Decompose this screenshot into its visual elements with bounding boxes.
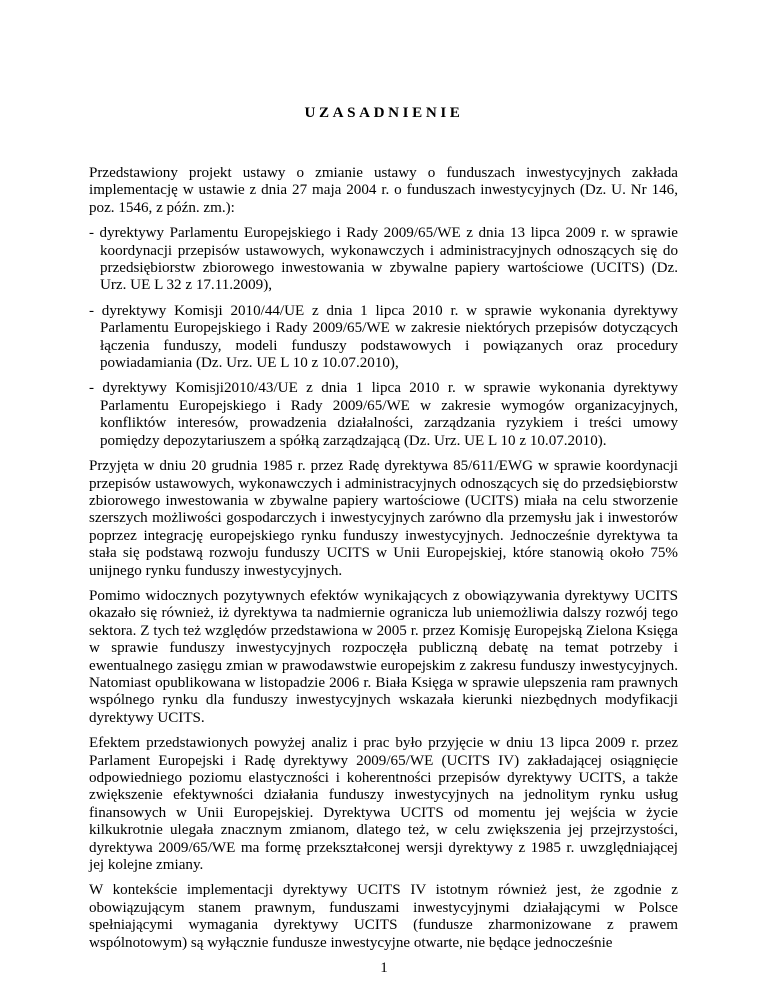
- document-body: [89, 165, 678, 960]
- paragraph: Pomimo widocznych pozytywnych efektów wynikających z obowiązywania dyrektywy UCITS okazało się również, iż dyrektywa ta nadmiernie ogranicza lub uniemożliwia dalszy rozwój tego sektora. Z tych też względów przedstawiona w 2005 r. przez Komisję Europejską Zielona Księga w sprawie funduszy inwestycyjnych rozpoczęła publiczną debatę na temat potrzeby i ewentualnego zasięgu zmian w prawodawstwie europejskim z zakresu funduszy inwestycyjnych. Natomiast opublikowana w listopadzie 2006 r. Biała Księga w sprawie ulepszenia ram prawnych wspólnego rynku dla funduszy inwestycyjnych wskazała kierunki niezbędnych modyfikacji dyrektywy UCITS.: [89, 587, 678, 726]
- page-number: 1: [380, 960, 388, 976]
- list-item: - dyrektywy Komisji2010/43/UE z dnia 1 lipca 2010 r. w sprawie wykonania dyrektywy Parlamentu Europejskiego i Rady 2009/65/WE w zakresie wymogów organizacyjnych, konfliktów interesów, prowadzenia działalności, zarządzania ryzykiem i treści umowy pomiędzy depozytariuszem a spółką zarządzającą (Dz. Urz. UE L 10 z 10.07.2010).: [89, 380, 678, 449]
- list-item: - dyrektywy Parlamentu Europejskiego i Rady 2009/65/WE z dnia 13 lipca 2009 r. w sprawie koordynacji przepisów ustawowych, wykonawczych i administracyjnych odnoszących się do przedsiębiorstw zbiorowego inwestowania w zbywalne papiery wartościowe (UCITS) (Dz. Urz. UE L 32 z 17.11.2009),: [89, 225, 678, 294]
- paragraph: W kontekście implementacji dyrektywy UCITS IV istotnym również jest, że zgodnie z obowiązującym stanem prawnym, funduszami inwestycyjnymi działającymi w Polsce spełniającymi wymagania dyrektywy UCITS (fundusze zharmonizowane z prawem wspólnotowym) są wyłącznie fundusze inwestycyjne otwarte, nie będące jednocześnie: [89, 882, 678, 951]
- paragraph: Efektem przedstawionych powyżej analiz i prac było przyjęcie w dniu 13 lipca 2009 r. przez Parlament Europejski i Radę dyrektywy 2009/65/WE (UCITS IV) zakładającej osiągnięcie odpowiedniego poziomu elastyczności i koherentności przepisów dyrektywy UCITS, a także zwiększenie efektywności działania funduszy inwestycyjnych na jednolitym rynku usług finansowych w Unii Europejskiej. Dyrektywa UCITS od momentu jej wejścia w życie kilkukrotnie ulegała znacznym zmianom, dlatego też, w celu zwiększenia jej przejrzystości, dyrektywa 2009/65/WE ma formę przekształconej wersji dyrektywy z 1985 r. uwzględniającej jej kolejne zmiany.: [89, 735, 678, 874]
- intro-paragraph: Przedstawiony projekt ustawy o zmianie ustawy o funduszach inwestycyjnych zakłada implementację w ustawie z dnia 27 maja 2004 r. o funduszach inwestycyjnych (Dz. U. Nr 146, poz. 1546, z późn. zm.):: [89, 165, 678, 216]
- paragraph: Przyjęta w dniu 20 grudnia 1985 r. przez Radę dyrektywa 85/611/EWG w sprawie koordynacji przepisów ustawowych, wykonawczych i administracyjnych odnoszących się do przedsiębiorstw zbiorowego inwestowania w zbywalne papiery wartościowe (UCITS) miała na celu stworzenie szerszych możliwości gospodarczych i inwestycyjnych zarówno dla przemysłu jak i inwestorów poprzez integrację europejskiego rynku funduszy inwestycyjnych. Jednocześnie dyrektywa ta stała się podstawą rozwoju funduszy UCITS w Unii Europejskiej, które stanowią około 75% unijnego rynku funduszy inwestycyjnych.: [89, 458, 678, 579]
- document-title: UZASADNIENIE: [304, 105, 464, 121]
- list-item: - dyrektywy Komisji 2010/44/UE z dnia 1 lipca 2010 r. w sprawie wykonania dyrektywy Parlamentu Europejskiego i Rady 2009/65/WE w zakresie niektórych przepisów dotyczących łączenia funduszy, modeli funduszy podstawowych i powiązanych oraz procedury powiadamiania (Dz. Urz. UE L 10 z 10.07.2010),: [89, 302, 678, 372]
